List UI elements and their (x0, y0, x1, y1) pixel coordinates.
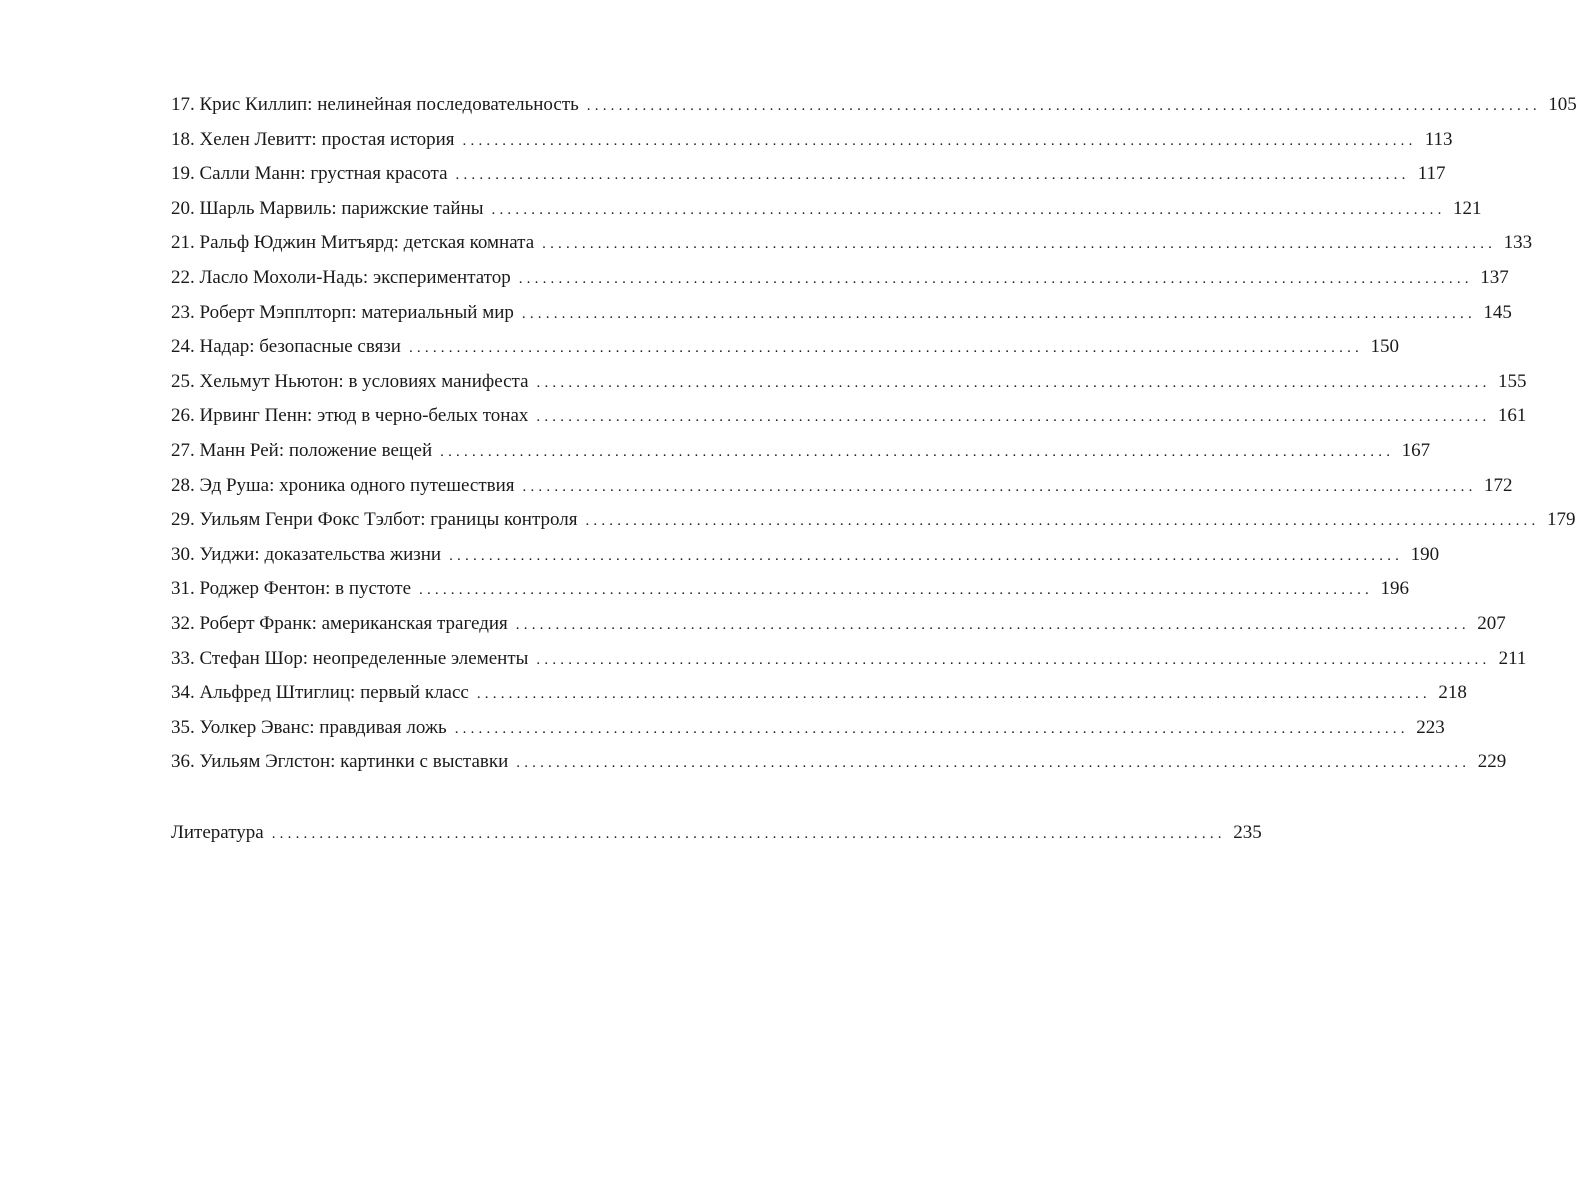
toc-entry-title: 25. Хельмут Ньютон: в условиях манифеста (171, 370, 529, 392)
dot-leader: ........................................................................................................................ (522, 478, 1477, 495)
dot-leader: ........................................................................................................................ (536, 651, 1491, 668)
toc-entry[interactable] (171, 399, 1527, 434)
toc-entry-title: 36. Уильям Эглстон: картинки с выставки (171, 751, 509, 773)
dot-leader: ........................................................................................................................ (271, 825, 1226, 842)
toc-entry[interactable] (171, 261, 1509, 296)
toc-entry-title: 30. Уиджи: доказательства жизни (171, 543, 442, 565)
toc-entry[interactable] (171, 538, 1440, 573)
toc-entry[interactable] (171, 296, 1512, 331)
toc-entry-title: 21. Ральф Юджин Митъярд: детская комната (171, 232, 535, 254)
toc-entry[interactable] (171, 469, 1513, 504)
dot-leader: ........................................................................................................................ (536, 374, 1491, 391)
toc-entry-title: 19. Салли Манн: грустная красота (171, 163, 448, 185)
dot-leader: ........................................................................................................................ (419, 582, 1373, 599)
toc-entry-page: 105 (1548, 94, 1577, 115)
toc-entry-title: 33. Стефан Шор: неопределенные элементы (171, 647, 529, 669)
toc-entry[interactable] (171, 226, 1533, 261)
toc-entry-title: 31. Роджер Фентон: в пустоте (171, 578, 411, 600)
toc-entry-title: 18. Хелен Левитт: простая история (171, 128, 455, 150)
dot-leader: ........................................................................................................................ (586, 98, 1541, 114)
toc-entry[interactable] (171, 330, 1399, 365)
toc-entry[interactable] (171, 434, 1431, 469)
toc-entry-page: 235 (1233, 821, 1262, 843)
toc-entry-title: 26. Ирвинг Пенн: этюд в черно-белых тонах (171, 405, 529, 427)
toc-entry[interactable] (171, 503, 1576, 538)
dot-leader: ........................................................................................................................ (408, 340, 1363, 357)
toc-entry-page: 167 (1401, 439, 1431, 461)
toc-entry[interactable] (171, 676, 1467, 711)
toc-entry-page: 218 (1438, 682, 1467, 704)
toc-entry-title: 23. Роберт Мэпплторп: материальный мир (171, 301, 514, 323)
toc-entry-page: 196 (1380, 578, 1409, 600)
toc-entry-title: 35. Уолкер Эванс: правдивая ложь (171, 716, 447, 738)
dot-leader: ........................................................................................................................ (462, 132, 1417, 149)
toc-entry-page: 190 (1410, 543, 1440, 565)
dot-leader: ........................................................................................................................ (454, 720, 1409, 737)
dot-leader: ........................................................................................................................ (521, 305, 1476, 322)
toc-entry-page: 150 (1370, 336, 1399, 358)
toc-entry-page: 179 (1546, 509, 1576, 531)
toc-entry-title: 24. Надар: безопасные связи (171, 336, 401, 358)
dot-leader: ........................................................................................................................ (440, 443, 1395, 460)
toc-entry-page: 145 (1483, 301, 1512, 323)
toc-entry[interactable] (171, 711, 1445, 746)
dot-leader: ........................................................................................................................ (585, 513, 1540, 530)
toc-entry-page: 133 (1503, 232, 1533, 254)
toc-entry-title: 17. Крис Киллип: нелинейная последовательность (171, 94, 579, 115)
toc-entry-page: 113 (1424, 128, 1453, 150)
toc-entry-title: 34. Альфред Штиглиц: первый класс (171, 682, 469, 704)
toc-entry-title: 29. Уильям Генри Фокс Тэлбот: границы контроля (171, 509, 578, 531)
toc-entry[interactable] (171, 88, 1577, 123)
toc-entry-page: 172 (1484, 474, 1513, 496)
toc-entry-page: 161 (1497, 405, 1527, 427)
dot-leader: ........................................................................................................................ (518, 270, 1473, 287)
toc-entry-title: 32. Роберт Франк: американская трагедия (171, 612, 508, 634)
toc-entry[interactable] (171, 157, 1446, 192)
toc-entry[interactable] (171, 192, 1482, 227)
toc-entry-page: 137 (1480, 266, 1509, 288)
toc-entry-title: 22. Ласло Мохоли-Надь: экспериментатор (171, 266, 511, 288)
toc-entry[interactable] (171, 123, 1453, 158)
dot-leader: ........................................................................................................................ (515, 616, 1470, 633)
section-spacer (171, 780, 759, 816)
dot-leader: ........................................................................................................................ (536, 409, 1491, 426)
toc-entry-page: 211 (1498, 647, 1527, 669)
dot-leader: ........................................................................................................................ (542, 236, 1497, 253)
dot-leader: ........................................................................................................................ (476, 686, 1431, 703)
toc-entry-title: 27. Манн Рей: положение вещей (171, 439, 433, 461)
toc-entry-page: 121 (1453, 197, 1482, 219)
toc-entry[interactable] (171, 745, 1507, 780)
toc-entry-page: 223 (1416, 716, 1445, 738)
table-of-contents (171, 88, 1577, 850)
toc-entry[interactable] (171, 572, 1409, 607)
toc-entry-title: Литература (171, 821, 264, 843)
dot-leader: ........................................................................................................................ (455, 167, 1410, 184)
dot-leader: ........................................................................................................................ (516, 755, 1471, 772)
toc-entry-bibliography[interactable] (171, 816, 1262, 851)
toc-entry-page: 229 (1477, 751, 1507, 773)
toc-entry[interactable] (171, 642, 1527, 677)
toc-entry-title: 20. Шарль Марвиль: парижские тайны (171, 197, 484, 219)
toc-entry[interactable] (171, 365, 1527, 400)
toc-entry-page: 117 (1417, 163, 1446, 185)
toc-entry-page: 155 (1498, 370, 1527, 392)
toc-entry-title: 28. Эд Руша: хроника одного путешествия (171, 474, 515, 496)
toc-entry-page: 207 (1477, 612, 1506, 634)
dot-leader: ........................................................................................................................ (449, 547, 1404, 564)
dot-leader: ........................................................................................................................ (491, 201, 1446, 218)
toc-entry[interactable] (171, 607, 1506, 642)
